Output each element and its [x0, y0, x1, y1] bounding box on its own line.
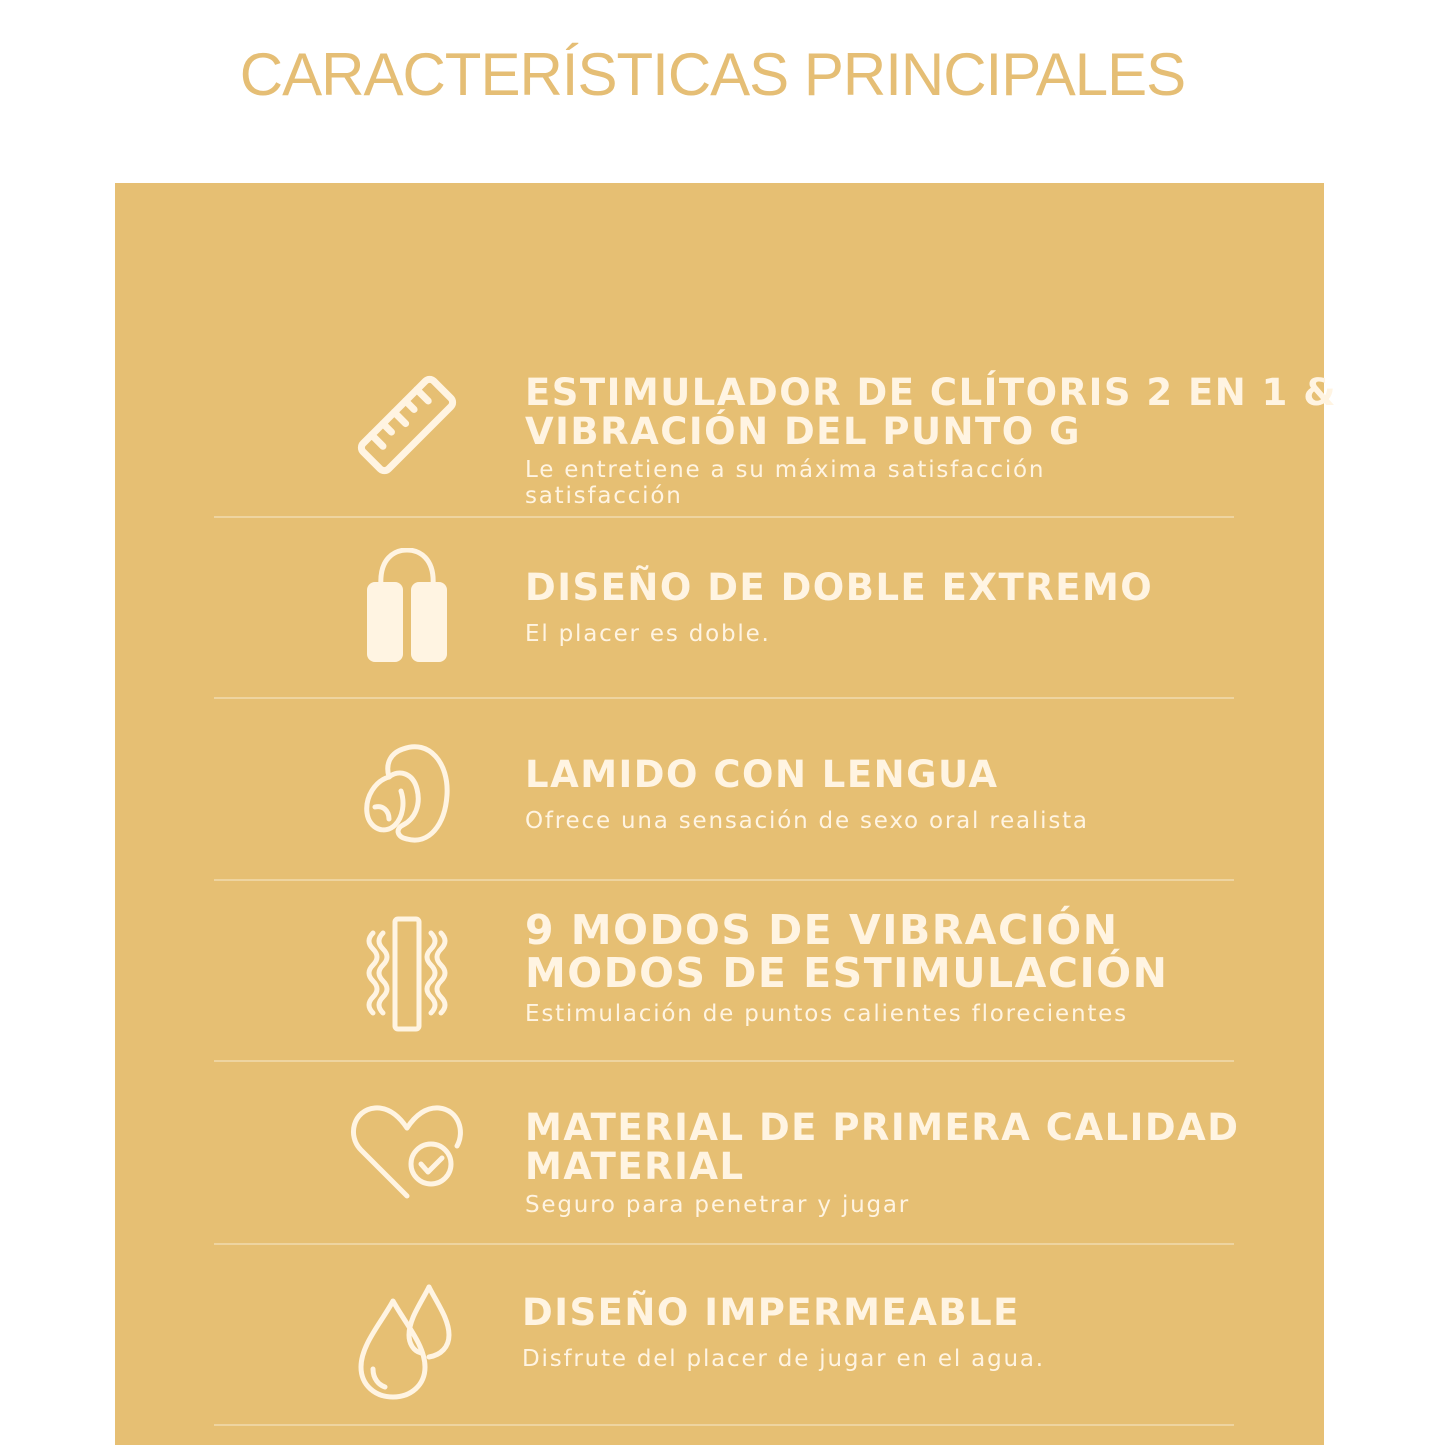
feature-heading: LAMIDO CON LENGUA: [525, 753, 999, 796]
double-end-icon: [345, 548, 469, 672]
feature-description: Ofrece una sensación de sexo oral realista: [525, 808, 1089, 834]
water-drops-icon: [345, 1283, 469, 1407]
divider: [214, 879, 1234, 881]
feature-description: Disfrute del placer de jugar en el agua.: [522, 1346, 1045, 1372]
vibration-icon: [345, 911, 469, 1035]
page-title: CARACTERÍSTICAS PRINCIPALES: [239, 41, 1186, 108]
feature-description: Seguro para penetrar y jugar: [525, 1192, 911, 1218]
divider: [214, 1060, 1234, 1062]
feature-description: El placer es doble.: [525, 621, 771, 647]
feature-description-line2: satisfacción: [525, 483, 683, 509]
ruler-icon: [345, 363, 469, 487]
feature-heading-line2: VIBRACIÓN DEL PUNTO G: [525, 410, 1081, 453]
feature-heading: ESTIMULADOR DE CLÍTORIS 2 EN 1 &: [525, 371, 1338, 414]
feature-description: Estimulación de puntos calientes florecientes: [525, 1001, 1128, 1027]
feature-heading: 9 MODOS DE VIBRACIÓN: [525, 906, 1119, 954]
heart-check-icon: [345, 1088, 469, 1212]
divider: [214, 1424, 1234, 1426]
tongue-icon: [345, 733, 469, 857]
feature-description: Le entretiene a su máxima satisfacción: [525, 457, 1046, 483]
divider: [214, 1243, 1234, 1245]
divider: [214, 516, 1234, 518]
feature-heading: DISEÑO DE DOBLE EXTREMO: [525, 566, 1154, 609]
divider: [214, 697, 1234, 699]
feature-heading: MATERIAL DE PRIMERA CALIDAD: [525, 1106, 1240, 1149]
feature-heading-line2: MODOS DE ESTIMULACIÓN: [525, 949, 1169, 997]
features-panel: [115, 183, 1338, 1445]
feature-heading-line2: MATERIAL: [525, 1145, 745, 1188]
feature-heading: DISEÑO IMPERMEABLE: [522, 1291, 1020, 1334]
